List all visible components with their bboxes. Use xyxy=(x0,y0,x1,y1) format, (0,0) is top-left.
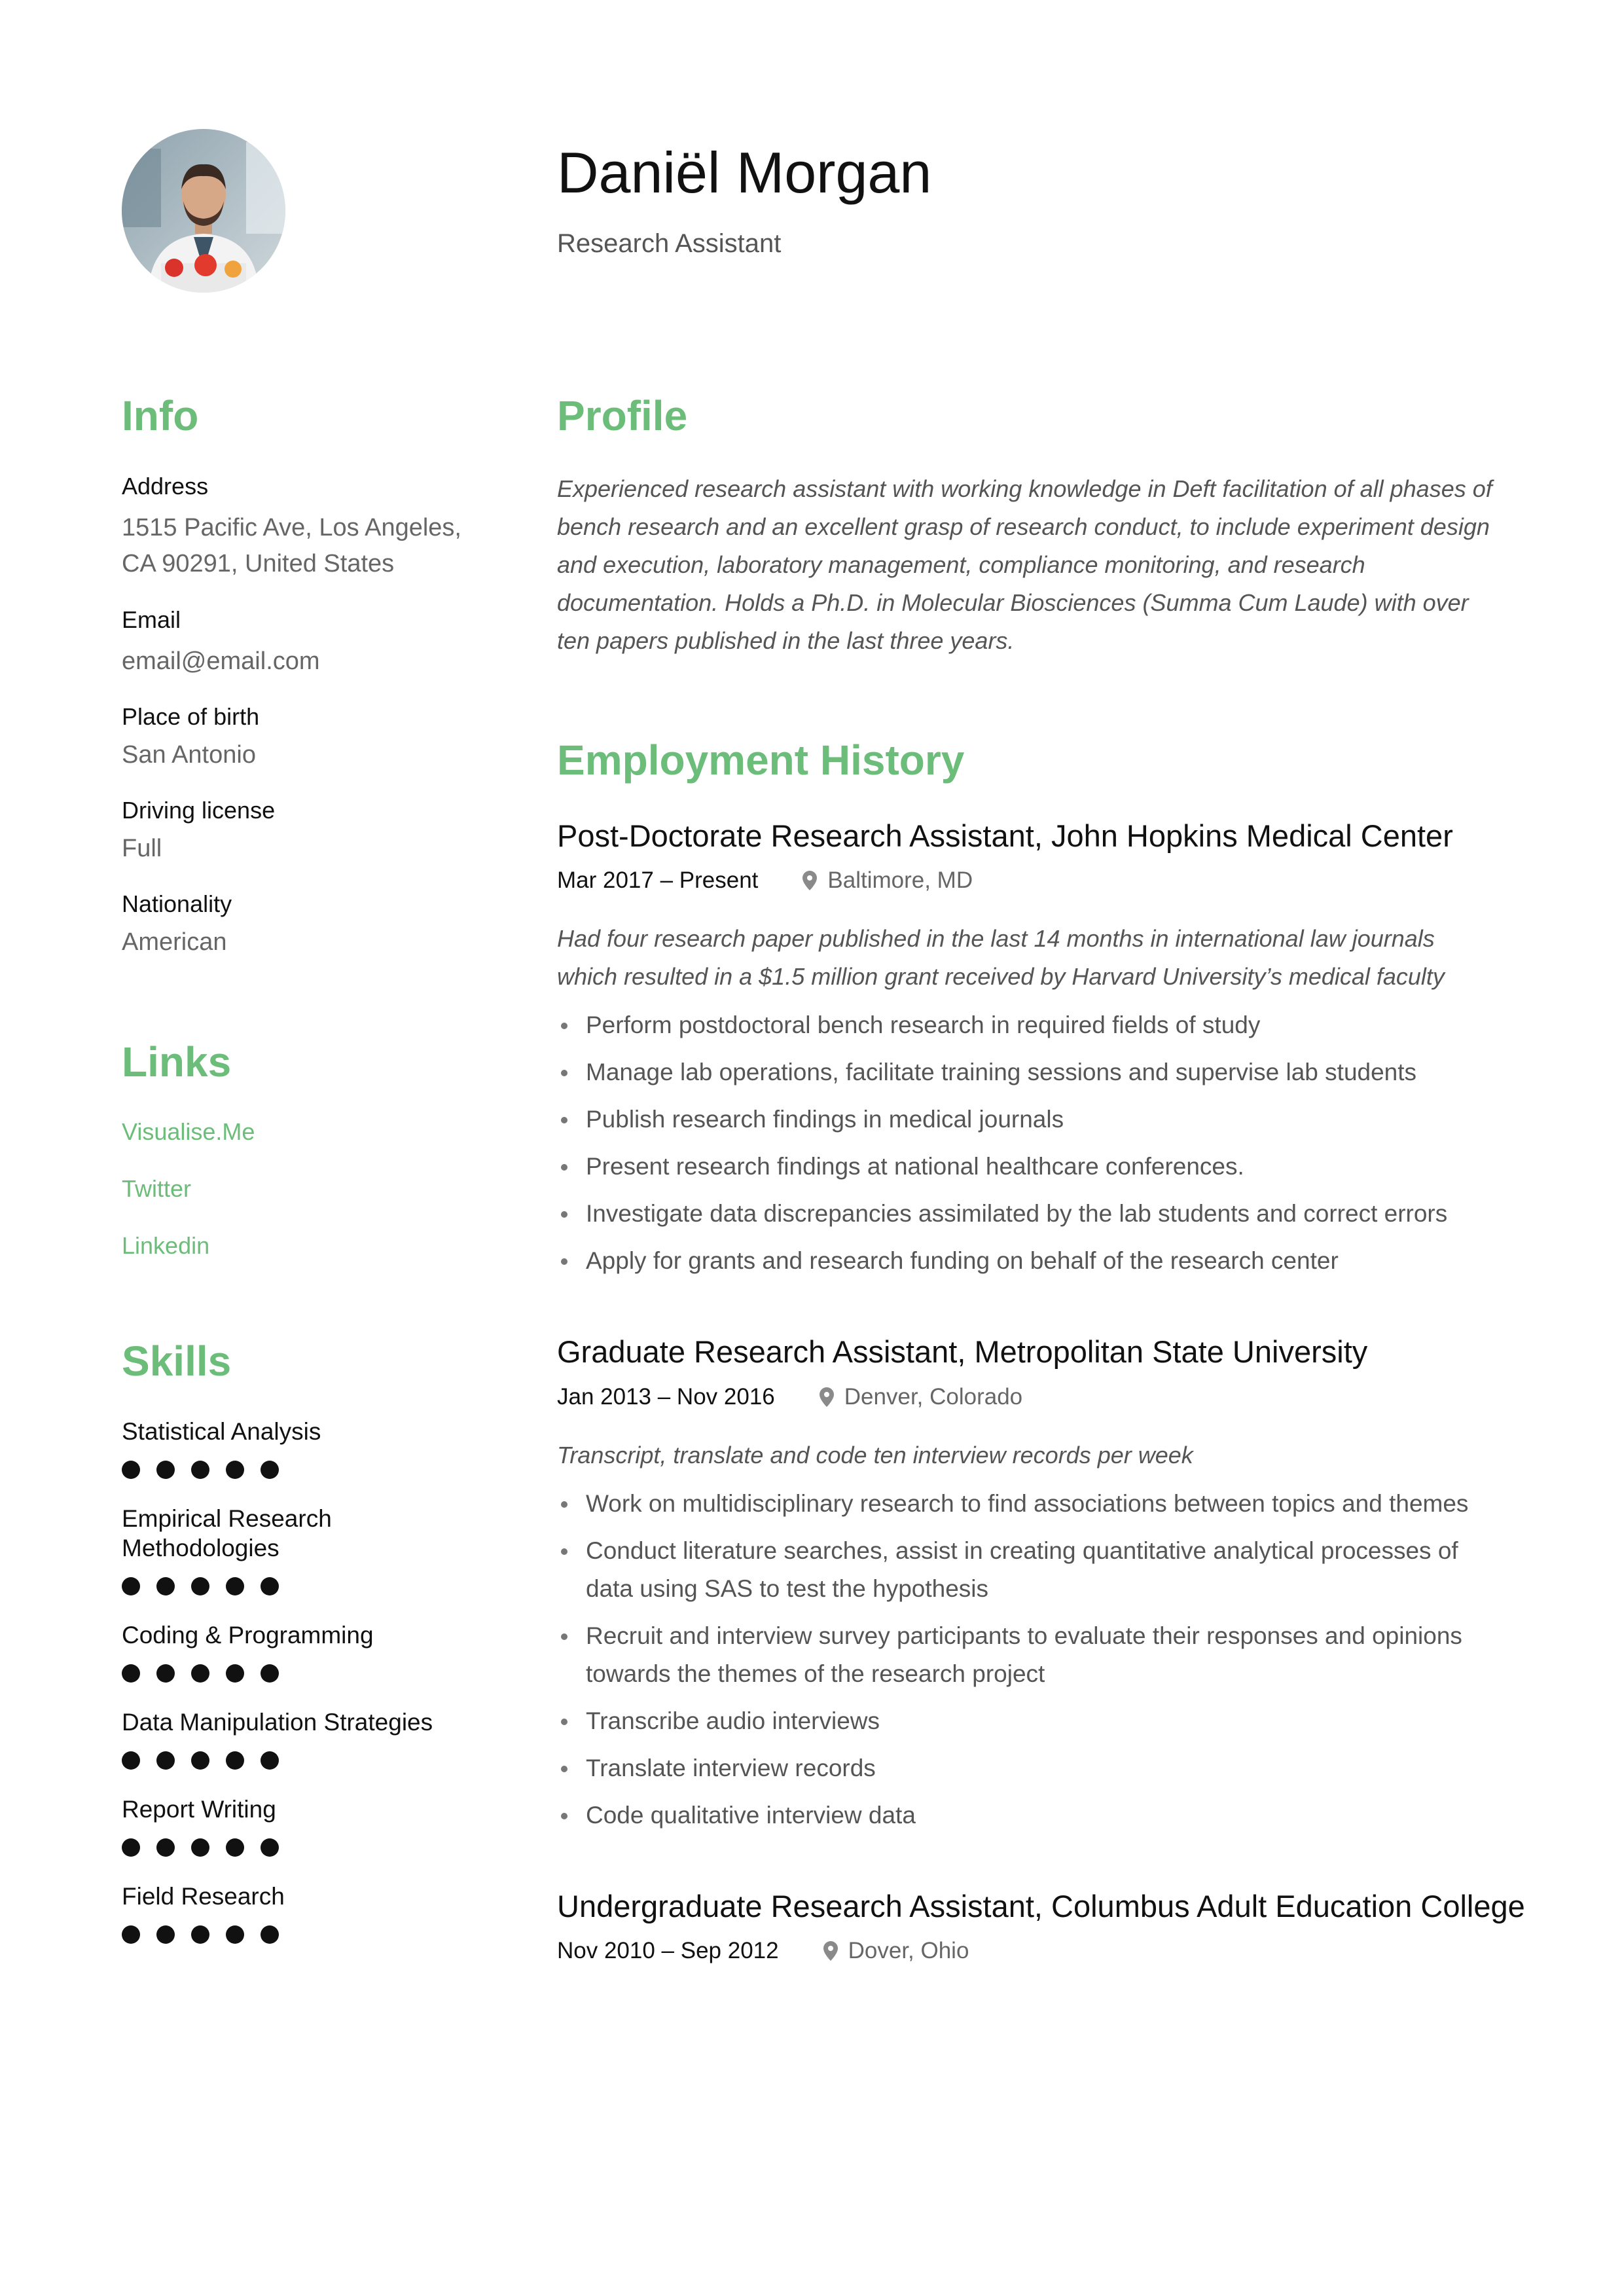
skill-level xyxy=(122,1461,475,1479)
job-meta xyxy=(557,867,1500,894)
job-title: Graduate Research Assistant, Metropolitan State University xyxy=(557,1334,1368,1370)
skill-item xyxy=(122,1417,475,1479)
birth-value: San Antonio xyxy=(122,741,256,769)
birth-label: Place of birth xyxy=(122,703,260,731)
list-item: Publish research findings in medical journals xyxy=(557,1101,1500,1139)
info-address xyxy=(122,473,475,582)
license-value: Full xyxy=(122,835,162,863)
job-bullets xyxy=(557,1006,1500,1280)
skill-dot xyxy=(122,1838,140,1857)
skill-dot xyxy=(261,1838,279,1857)
info-heading: Info xyxy=(122,392,199,439)
skills-list xyxy=(122,1417,475,1944)
job-bullets xyxy=(557,1485,1500,1834)
email-value: email@email.com xyxy=(122,647,320,676)
skill-level xyxy=(122,1751,475,1770)
skill-dot xyxy=(122,1751,140,1770)
job-meta xyxy=(557,1384,1500,1410)
sidebar xyxy=(122,393,475,1944)
nationality-label: Nationality xyxy=(122,890,232,918)
job-location xyxy=(820,1384,1022,1410)
skill-dot xyxy=(156,1461,175,1479)
job-location xyxy=(802,867,973,894)
skill-dot xyxy=(226,1751,244,1770)
job-meta xyxy=(557,1938,1500,1964)
location-pin-icon xyxy=(820,1387,834,1407)
skill-dot xyxy=(226,1838,244,1857)
main-content xyxy=(557,392,1525,1964)
skill-name: Statistical Analysis xyxy=(122,1418,321,1446)
skill-level xyxy=(122,1664,475,1683)
skill-dot xyxy=(156,1751,175,1770)
skill-dot xyxy=(261,1577,279,1595)
job-dates: Nov 2010 – Sep 2012 xyxy=(557,1937,779,1963)
job-location-text: Baltimore, MD xyxy=(827,867,973,894)
link-visualise-me[interactable]: Visualise.Me xyxy=(122,1118,255,1145)
list-item: Conduct literature searches, assist in creating quantitative analytical processes of data using SAS to test the hypothesis xyxy=(557,1532,1500,1608)
skill-dot xyxy=(191,1664,209,1683)
job-location-text: Dover, Ohio xyxy=(848,1937,969,1963)
list-item: Recruit and interview survey participants to evaluate their responses and opinions towards the themes of the research project xyxy=(557,1617,1500,1693)
skill-name: Coding & Programming xyxy=(122,1622,374,1649)
job-summary: Had four research paper published in the last 14 months in international law journals which resulted in a $1.5 million grant received by Harvard University’s medical faculty xyxy=(557,925,1445,991)
skill-dot xyxy=(226,1461,244,1479)
list-item: Work on multidisciplinary research to find associations between topics and themes xyxy=(557,1485,1500,1523)
list-item: Perform postdoctoral bench research in required fields of study xyxy=(557,1006,1500,1044)
skill-name: Field Research xyxy=(122,1883,285,1910)
skill-dot xyxy=(261,1664,279,1683)
skill-item xyxy=(122,1882,475,1944)
skill-item xyxy=(122,1504,475,1595)
skill-dot xyxy=(191,1461,209,1479)
skill-level xyxy=(122,1838,475,1857)
list-item: Transcribe audio interviews xyxy=(557,1702,1500,1740)
info-email xyxy=(122,606,475,680)
skill-dot xyxy=(261,1751,279,1770)
skill-item xyxy=(122,1795,475,1857)
skill-name: Data Manipulation Strategies xyxy=(122,1709,433,1736)
skill-dot xyxy=(122,1461,140,1479)
skill-item xyxy=(122,1620,475,1683)
info-nationality xyxy=(122,890,475,960)
nationality-value: American xyxy=(122,928,227,957)
link-twitter[interactable]: Twitter xyxy=(122,1175,192,1202)
skill-dot xyxy=(226,1664,244,1683)
license-label: Driving license xyxy=(122,797,276,824)
skill-dot xyxy=(261,1461,279,1479)
profile-text: Experienced research assistant with working knowledge in Deft facilitation of all phases of bench research and an excellent grasp of research conduct, to include experiment design and execution, laboratory management, compliance monitoring, and research documentation. Holds a Ph.D. in Molecular Biosciences (Summa Cum Laude) with over ten papers published in the last three years. xyxy=(557,475,1492,655)
skill-item xyxy=(122,1707,475,1770)
list-item: Present research findings at national healthcare conferences. xyxy=(557,1148,1500,1186)
skill-dot xyxy=(122,1925,140,1944)
skill-dot xyxy=(226,1577,244,1595)
skill-dot xyxy=(191,1577,209,1595)
skill-dot xyxy=(191,1925,209,1944)
job-title: Post-Doctorate Research Assistant, John Hopkins Medical Center xyxy=(557,818,1453,853)
location-pin-icon xyxy=(802,871,817,890)
location-pin-icon xyxy=(823,1941,838,1961)
skill-dot xyxy=(261,1925,279,1944)
list-item: Apply for grants and research funding on behalf of the research center xyxy=(557,1242,1500,1280)
info-birth xyxy=(122,703,475,773)
job-entry xyxy=(557,1334,1500,1834)
skill-dot xyxy=(191,1751,209,1770)
job-location-text: Denver, Colorado xyxy=(844,1383,1023,1410)
skill-dot xyxy=(122,1664,140,1683)
skill-level xyxy=(122,1925,475,1944)
job-entry xyxy=(557,818,1500,1280)
list-item: Manage lab operations, facilitate training sessions and supervise lab students xyxy=(557,1053,1500,1091)
email-label: Email xyxy=(122,606,181,634)
job-title: Undergraduate Research Assistant, Columbus Adult Education College xyxy=(557,1888,1525,1923)
address-value: 1515 Pacific Ave, Los Angeles, CA 90291, United States xyxy=(122,514,461,578)
skill-name: Report Writing xyxy=(122,1796,276,1823)
skills-heading: Skills xyxy=(122,1337,232,1385)
candidate-title: Research Assistant xyxy=(557,229,782,258)
list-item: Code qualitative interview data xyxy=(557,1796,1500,1834)
job-summary: Transcript, translate and code ten interview records per week xyxy=(557,1441,1193,1468)
list-item: Translate interview records xyxy=(557,1749,1500,1787)
job-location xyxy=(823,1938,969,1964)
list-item: Investigate data discrepancies assimilated by the lab students and correct errors xyxy=(557,1195,1500,1233)
skill-dot xyxy=(156,1925,175,1944)
profile-photo xyxy=(122,129,285,293)
skill-dot xyxy=(156,1838,175,1857)
job-entry xyxy=(557,1888,1525,1964)
address-label: Address xyxy=(122,473,209,500)
employment-heading: Employment History xyxy=(557,737,965,784)
skill-dot xyxy=(156,1664,175,1683)
candidate-name: Daniël Morgan xyxy=(557,140,932,205)
links-list xyxy=(122,1118,475,1260)
job-dates: Jan 2013 – Nov 2016 xyxy=(557,1383,775,1410)
skill-level xyxy=(122,1577,475,1595)
skill-name: Empirical Research Methodologies xyxy=(122,1505,332,1562)
links-heading: Links xyxy=(122,1038,232,1086)
profile-heading: Profile xyxy=(557,392,688,439)
link-linkedin[interactable]: Linkedin xyxy=(122,1231,210,1259)
skill-dot xyxy=(122,1577,140,1595)
skill-dot xyxy=(156,1577,175,1595)
skill-dot xyxy=(191,1838,209,1857)
job-dates: Mar 2017 – Present xyxy=(557,867,759,894)
info-license xyxy=(122,797,475,867)
skill-dot xyxy=(226,1925,244,1944)
